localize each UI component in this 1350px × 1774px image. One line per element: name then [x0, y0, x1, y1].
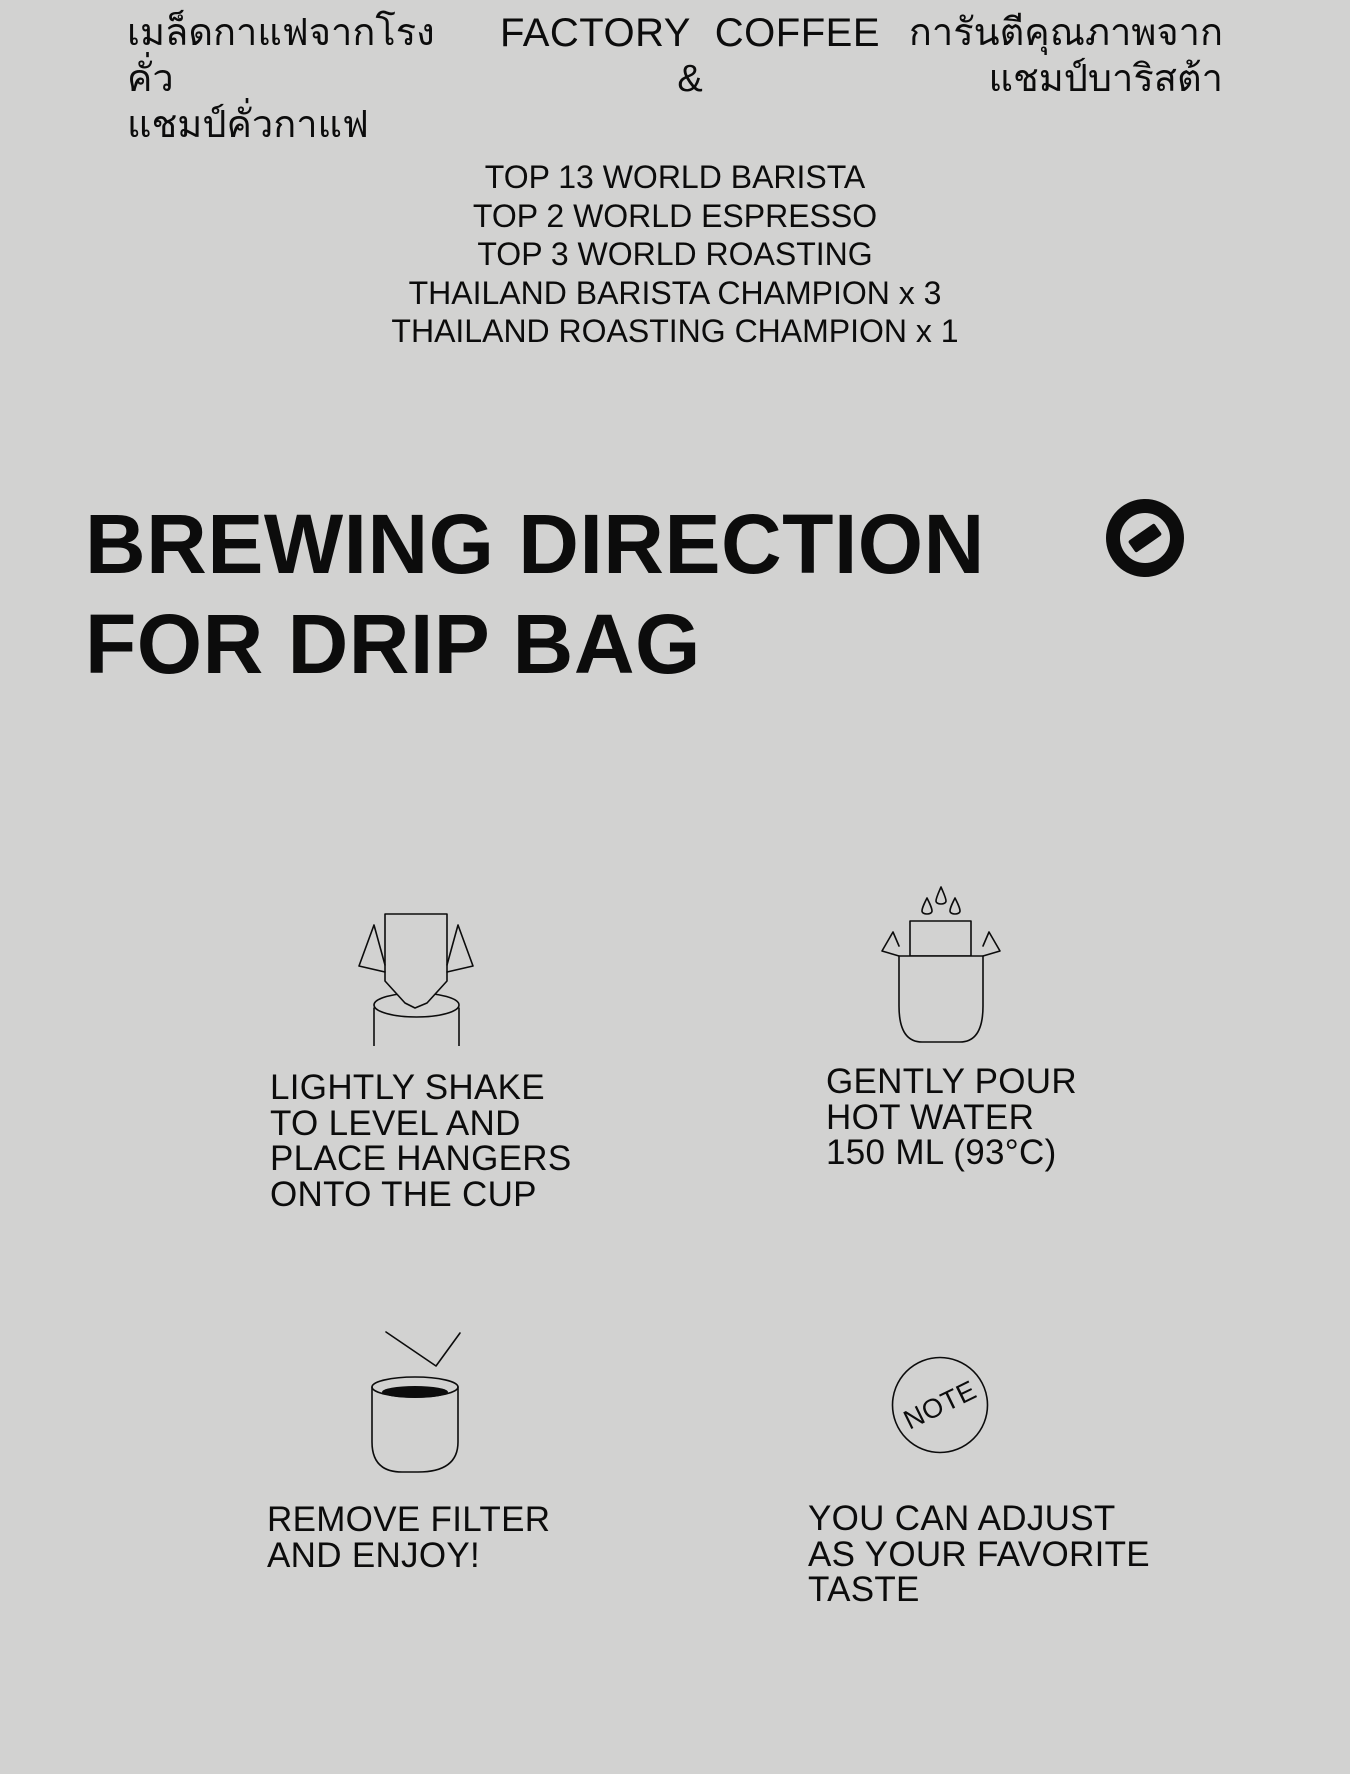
- step-3-text: [267, 1502, 550, 1573]
- award-item: THAILAND BARISTA CHAMPION x 3: [408, 274, 942, 311]
- step-line: HOT WATER: [826, 1097, 1035, 1137]
- step-line: REMOVE FILTER: [267, 1500, 551, 1539]
- award-item: TOP 2 WORLD ESPRESSO: [472, 197, 878, 234]
- step-line: PLACE HANGERS: [270, 1139, 572, 1178]
- award-item: TOP 3 WORLD ROASTING: [477, 236, 873, 272]
- header-brand: [500, 10, 880, 102]
- step-1-text: [270, 1070, 572, 1212]
- step-2-text: [826, 1064, 1077, 1171]
- header-right-tagline: [903, 10, 1223, 102]
- step-line: YOU CAN ADJUST: [808, 1499, 1116, 1538]
- header-left-line-1: เมล็ดกาแฟจากโรงคั่ว: [127, 12, 435, 100]
- step-line: ONTO THE CUP: [270, 1174, 537, 1214]
- awards-list: [0, 158, 1350, 351]
- header-right-line-2: แชมป์บาริสต้า: [988, 58, 1223, 100]
- award-item: TOP 13 WORLD BARISTA: [484, 159, 866, 195]
- step-line: LIGHTLY SHAKE: [270, 1068, 545, 1107]
- brand-word-coffee: COFFEE: [714, 11, 880, 55]
- step-line: AS YOUR FAVORITE: [808, 1534, 1150, 1574]
- note-badge: [891, 1356, 989, 1454]
- header-right-line-1: การันตีคุณภาพจาก: [908, 12, 1223, 54]
- factory-coffee-logo-icon: [1105, 498, 1185, 578]
- brewing-title-line-1: BREWING DIRECTION: [85, 497, 985, 591]
- brand-word-factory: FACTORY: [500, 11, 691, 55]
- note-label: NOTE: [898, 1374, 981, 1435]
- cup-enjoy-icon: [368, 1330, 468, 1476]
- step-line: TASTE: [808, 1570, 920, 1609]
- pour-water-icon: [880, 884, 1002, 1044]
- header-left-tagline: [127, 10, 467, 148]
- header-left-line-2: แชมป์คั่วกาแฟ: [127, 104, 369, 146]
- step-line: TO LEVEL AND: [270, 1103, 521, 1143]
- award-item: THAILAND ROASTING CHAMPION x 1: [391, 313, 959, 349]
- drip-bag-hanger-icon: [355, 910, 480, 1046]
- step-line: AND ENJOY!: [267, 1535, 481, 1575]
- brewing-direction-title: [85, 494, 985, 694]
- brewing-title-line-2: FOR DRIP BAG: [85, 597, 701, 691]
- step-line: GENTLY POUR: [826, 1062, 1077, 1101]
- step-line: 150 ML (93°C): [826, 1133, 1057, 1172]
- step-4-text: [808, 1501, 1150, 1608]
- brand-ampersand: &: [677, 58, 703, 100]
